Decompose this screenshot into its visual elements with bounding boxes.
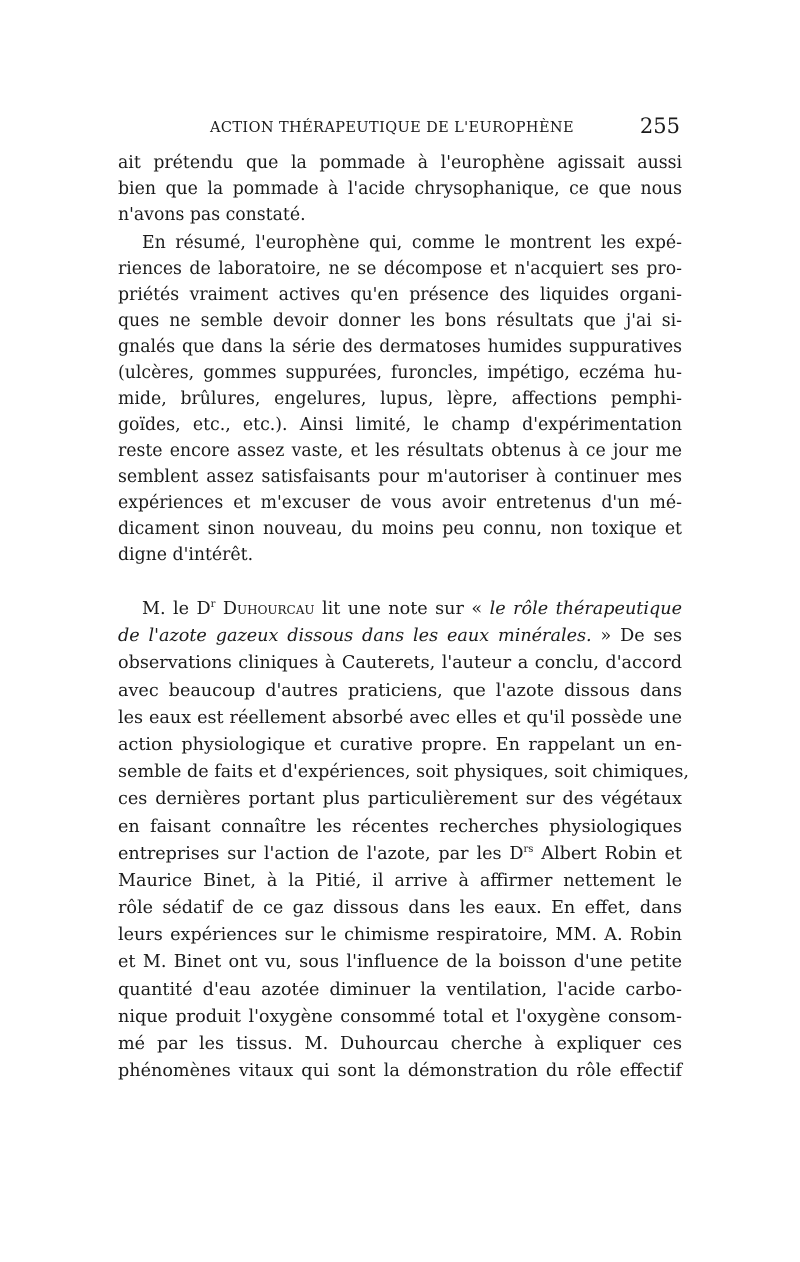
text-line: leurs expériences sur le chimisme respiratoire, MM. A. Robin bbox=[118, 925, 682, 946]
text-fragment: entreprises sur l'action de l'azote, par les D bbox=[118, 843, 524, 864]
running-title: ACTION THÉRAPEUTIQUE DE L'EUROPHÈNE bbox=[210, 120, 575, 136]
text-line: digne d'intérêt. bbox=[118, 545, 254, 565]
text-line: avec beaucoup d'autres praticiens, que l'azote dissous dans bbox=[118, 680, 682, 701]
text-line: et M. Binet ont vu, sous l'influence de la boisson d'une petite bbox=[118, 952, 682, 973]
text-line: n'avons pas constaté. bbox=[118, 205, 306, 225]
text-line: observations cliniques à Cauterets, l'auteur a conclu, d'accord bbox=[118, 653, 682, 674]
text-line bbox=[118, 623, 682, 650]
text-line: gnalés que dans la série des dermatoses humides suppuratives bbox=[118, 337, 682, 357]
text-line: bien que la pommade à l'acide chrysophanique, ce que nous bbox=[118, 179, 682, 199]
text-line: les eaux est réellement absorbé avec elles et qu'il possède une bbox=[118, 707, 682, 728]
text-line: riences de laboratoire, ne se décompose et n'acquiert ses pro- bbox=[118, 259, 682, 279]
text-fragment: Albert Robin et bbox=[533, 843, 682, 864]
text-line: ques ne semble devoir donner les bons résultats que j'ai si- bbox=[118, 311, 682, 331]
text-line: ces dernières portant plus particulièrement sur des végétaux bbox=[118, 789, 682, 810]
note-title: de l'azote gazeux dissous dans les eaux minérales. bbox=[118, 626, 592, 647]
text-line: goïdes, etc., etc.). Ainsi limité, le champ d'expérimentation bbox=[118, 415, 682, 435]
text-line: mé par les tissus. M. Duhourcau cherche à expliquer ces bbox=[118, 1034, 682, 1054]
running-head bbox=[118, 114, 682, 144]
text-fragment: » De ses bbox=[591, 626, 682, 647]
text-line: action physiologique et curative propre. En rappelant un en- bbox=[118, 734, 682, 755]
text-line: Maurice Binet, à la Pitié, il arrive à affirmer nettement le bbox=[118, 870, 682, 891]
text-fragment: lit une note sur « bbox=[314, 599, 490, 619]
note-title: le rôle thérapeutique bbox=[489, 599, 682, 619]
text-line: phénomènes vitaux qui sont la démonstration du rôle effectif bbox=[118, 1061, 682, 1082]
paragraph-summary bbox=[118, 230, 682, 568]
text-line: ait prétendu que la pommade à l'europhène agissait aussi bbox=[118, 153, 682, 173]
text-line: semble de faits et d'expériences, soit physiques, soit chimiques, bbox=[118, 762, 690, 783]
text-line: En résumé, l'europhène qui, comme le montrent les expé- bbox=[142, 233, 682, 253]
text-line: nique produit l'oxygène consommé total et l'oxygène consom- bbox=[118, 1006, 682, 1027]
superscript: rs bbox=[523, 843, 534, 855]
superscript: r bbox=[210, 599, 216, 611]
text-line: expériences et m'excuser de vous avoir entretenus d'un mé- bbox=[118, 493, 682, 513]
author-name: Duhourcau bbox=[222, 599, 315, 619]
page-number: 255 bbox=[639, 114, 680, 138]
text-line: semblent assez satisfaisants pour m'autoriser à continuer mes bbox=[118, 467, 682, 487]
paragraph-continuation bbox=[118, 150, 682, 228]
text-line: mide, brûlures, engelures, lupus, lèpre, affections pemphi- bbox=[118, 389, 682, 409]
text-line: (ulcères, gommes suppurées, furoncles, impétigo, eczéma hu- bbox=[118, 363, 682, 383]
paragraph-duhourcau bbox=[118, 596, 690, 1085]
text-line bbox=[118, 596, 682, 623]
text-line: priétés vraiment actives qu'en présence des liquides organi- bbox=[118, 285, 682, 305]
text-line: reste encore assez vaste, et les résultats obtenus à ce jour me bbox=[118, 441, 682, 461]
text-fragment: M. le D bbox=[142, 599, 211, 619]
text-line: dicament sinon nouveau, du moins peu connu, non toxique et bbox=[118, 519, 682, 539]
text-line: en faisant connaître les récentes recherches physiologiques bbox=[118, 816, 682, 837]
text-line: quantité d'eau azotée diminuer la ventilation, l'acide carbo- bbox=[118, 979, 682, 1000]
text-line: rôle sédatif de ce gaz dissous dans les eaux. En effet, dans bbox=[118, 898, 682, 919]
text-line bbox=[118, 841, 682, 868]
